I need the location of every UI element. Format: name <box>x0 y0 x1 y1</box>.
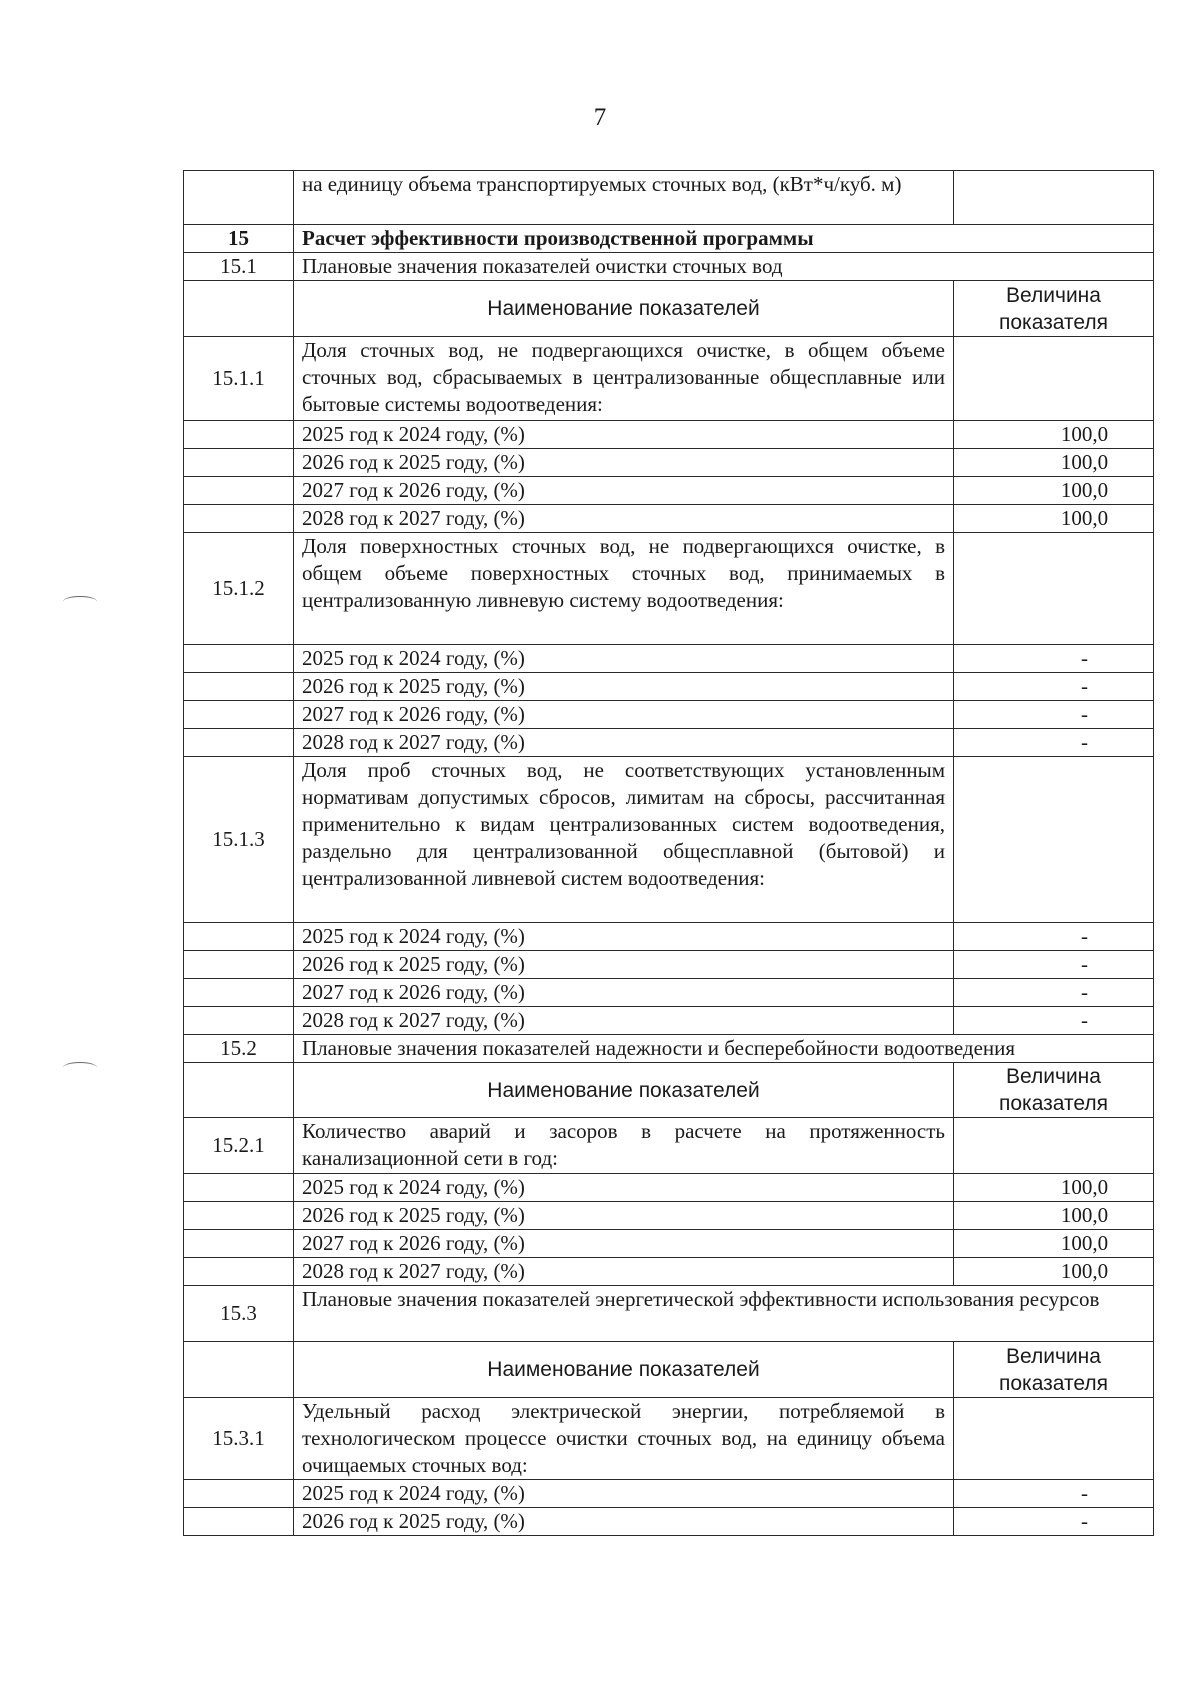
column-header-value: Величина показателя <box>954 1063 1154 1118</box>
year-label: 2028 год к 2027 году, (%) <box>294 505 954 533</box>
subsection-number: 15.1 <box>184 253 294 281</box>
indicator-number: 15.2.1 <box>184 1118 294 1174</box>
year-value: - <box>954 1480 1154 1508</box>
year-row <box>184 1508 1154 1536</box>
year-label: 2026 год к 2025 году, (%) <box>294 1202 954 1230</box>
column-header-value: Величина показателя <box>954 281 1154 337</box>
subsection-title: Плановые значения показателей энергетической эффективности использования ресурсов <box>294 1286 1154 1342</box>
subsection-row <box>184 1286 1154 1342</box>
year-value: - <box>954 951 1154 979</box>
indicator-row <box>184 757 1154 923</box>
year-row <box>184 1202 1154 1230</box>
year-label: 2026 год к 2025 году, (%) <box>294 1508 954 1536</box>
year-value: - <box>954 1508 1154 1536</box>
header-row <box>184 1063 1154 1118</box>
subsection-row <box>184 1035 1154 1063</box>
year-row <box>184 1230 1154 1258</box>
year-value: 100,0 <box>954 1202 1154 1230</box>
year-label: 2025 год к 2024 году, (%) <box>294 923 954 951</box>
year-row <box>184 923 1154 951</box>
year-value: 100,0 <box>954 477 1154 505</box>
year-label: 2025 год к 2024 году, (%) <box>294 645 954 673</box>
header-row <box>184 1342 1154 1398</box>
empty-cell <box>184 281 294 337</box>
year-label: 2027 год к 2026 году, (%) <box>294 979 954 1007</box>
year-row <box>184 477 1154 505</box>
year-value: 100,0 <box>954 505 1154 533</box>
indicator-text: Доля сточных вод, не подвергающихся очистке, в общем объеме сточных вод, сбрасываемых в централизованные общесплавные или бытовые системы водоотведения: <box>294 337 954 421</box>
column-header-value: Величина показателя <box>954 1342 1154 1398</box>
year-value: 100,0 <box>954 421 1154 449</box>
year-row <box>184 1007 1154 1035</box>
year-value: - <box>954 701 1154 729</box>
indicator-row <box>184 337 1154 421</box>
empty-cell <box>184 1342 294 1398</box>
header-row <box>184 281 1154 337</box>
year-value: 100,0 <box>954 1230 1154 1258</box>
indicator-text: Доля поверхностных сточных вод, не подвергающихся очистке, в общем объеме поверхностных сточных вод, принимаемых в централизованную ливневую систему водоотведения: <box>294 533 954 645</box>
indicator-row <box>184 1118 1154 1174</box>
column-header-name: Наименование показателей <box>294 281 954 337</box>
year-row <box>184 421 1154 449</box>
year-row <box>184 449 1154 477</box>
row-value <box>954 171 1154 225</box>
section-row <box>184 225 1154 253</box>
scan-mark <box>63 1062 97 1073</box>
indicator-number: 15.1.2 <box>184 533 294 645</box>
year-row <box>184 673 1154 701</box>
indicator-row <box>184 1398 1154 1480</box>
year-row <box>184 979 1154 1007</box>
year-value: - <box>954 729 1154 757</box>
year-row <box>184 951 1154 979</box>
year-label: 2028 год к 2027 году, (%) <box>294 1007 954 1035</box>
year-label: 2027 год к 2026 году, (%) <box>294 1230 954 1258</box>
year-row <box>184 729 1154 757</box>
empty-cell <box>954 757 1154 923</box>
table-row <box>184 171 1154 225</box>
year-value: 100,0 <box>954 449 1154 477</box>
empty-cell <box>954 1118 1154 1174</box>
indicator-number: 15.3.1 <box>184 1398 294 1480</box>
year-label: 2026 год к 2025 году, (%) <box>294 951 954 979</box>
year-label: 2025 год к 2024 году, (%) <box>294 1480 954 1508</box>
indicator-text: Доля проб сточных вод, не соответствующих установленным нормативам допустимых сбросов, лимитам на сбросы, рассчитанная применительно к видам централизованных систем водоотведения, раздельно для централизованной общесплавной (бытовой) и централизованной ливневой систем водоотведения: <box>294 757 954 923</box>
year-row <box>184 505 1154 533</box>
empty-cell <box>954 1398 1154 1480</box>
year-value: - <box>954 673 1154 701</box>
year-row <box>184 701 1154 729</box>
section-title: Расчет эффективности производственной программы <box>294 225 1154 253</box>
indicator-row <box>184 533 1154 645</box>
subsection-title: Плановые значения показателей надежности и бесперебойности водоотведения <box>294 1035 1154 1063</box>
year-row <box>184 1174 1154 1202</box>
year-label: 2027 год к 2026 году, (%) <box>294 701 954 729</box>
year-row <box>184 1480 1154 1508</box>
indicators-table <box>183 170 1154 1536</box>
indicator-text: Количество аварий и засоров в расчете на протяженность канализационной сети в год: <box>294 1118 954 1174</box>
year-value: - <box>954 645 1154 673</box>
indicator-number: 15.1.1 <box>184 337 294 421</box>
year-label: 2027 год к 2026 году, (%) <box>294 477 954 505</box>
year-value: - <box>954 923 1154 951</box>
page-number: 7 <box>593 104 607 131</box>
year-label: 2028 год к 2027 году, (%) <box>294 729 954 757</box>
year-value: 100,0 <box>954 1174 1154 1202</box>
year-label: 2026 год к 2025 году, (%) <box>294 673 954 701</box>
column-header-name: Наименование показателей <box>294 1063 954 1118</box>
section-number: 15 <box>184 225 294 253</box>
year-label: 2025 год к 2024 году, (%) <box>294 421 954 449</box>
row-text: на единицу объема транспортируемых сточных вод, (кВт*ч/куб. м) <box>294 171 954 225</box>
empty-cell <box>184 1063 294 1118</box>
year-label: 2028 год к 2027 году, (%) <box>294 1258 954 1286</box>
year-row <box>184 1258 1154 1286</box>
row-number <box>184 171 294 225</box>
subsection-number: 15.3 <box>184 1286 294 1342</box>
year-label: 2026 год к 2025 году, (%) <box>294 449 954 477</box>
column-header-name: Наименование показателей <box>294 1342 954 1398</box>
year-label: 2025 год к 2024 году, (%) <box>294 1174 954 1202</box>
year-value: 100,0 <box>954 1258 1154 1286</box>
year-value: - <box>954 979 1154 1007</box>
subsection-number: 15.2 <box>184 1035 294 1063</box>
indicator-text: Удельный расход электрической энергии, потребляемой в технологическом процессе очистки сточных вод, на единицу объема очищаемых сточных вод: <box>294 1398 954 1480</box>
empty-cell <box>954 533 1154 645</box>
empty-cell <box>954 337 1154 421</box>
indicator-number: 15.1.3 <box>184 757 294 923</box>
subsection-title: Плановые значения показателей очистки сточных вод <box>294 253 1154 281</box>
subsection-row <box>184 253 1154 281</box>
scan-mark <box>63 596 97 607</box>
year-row <box>184 645 1154 673</box>
year-value: - <box>954 1007 1154 1035</box>
